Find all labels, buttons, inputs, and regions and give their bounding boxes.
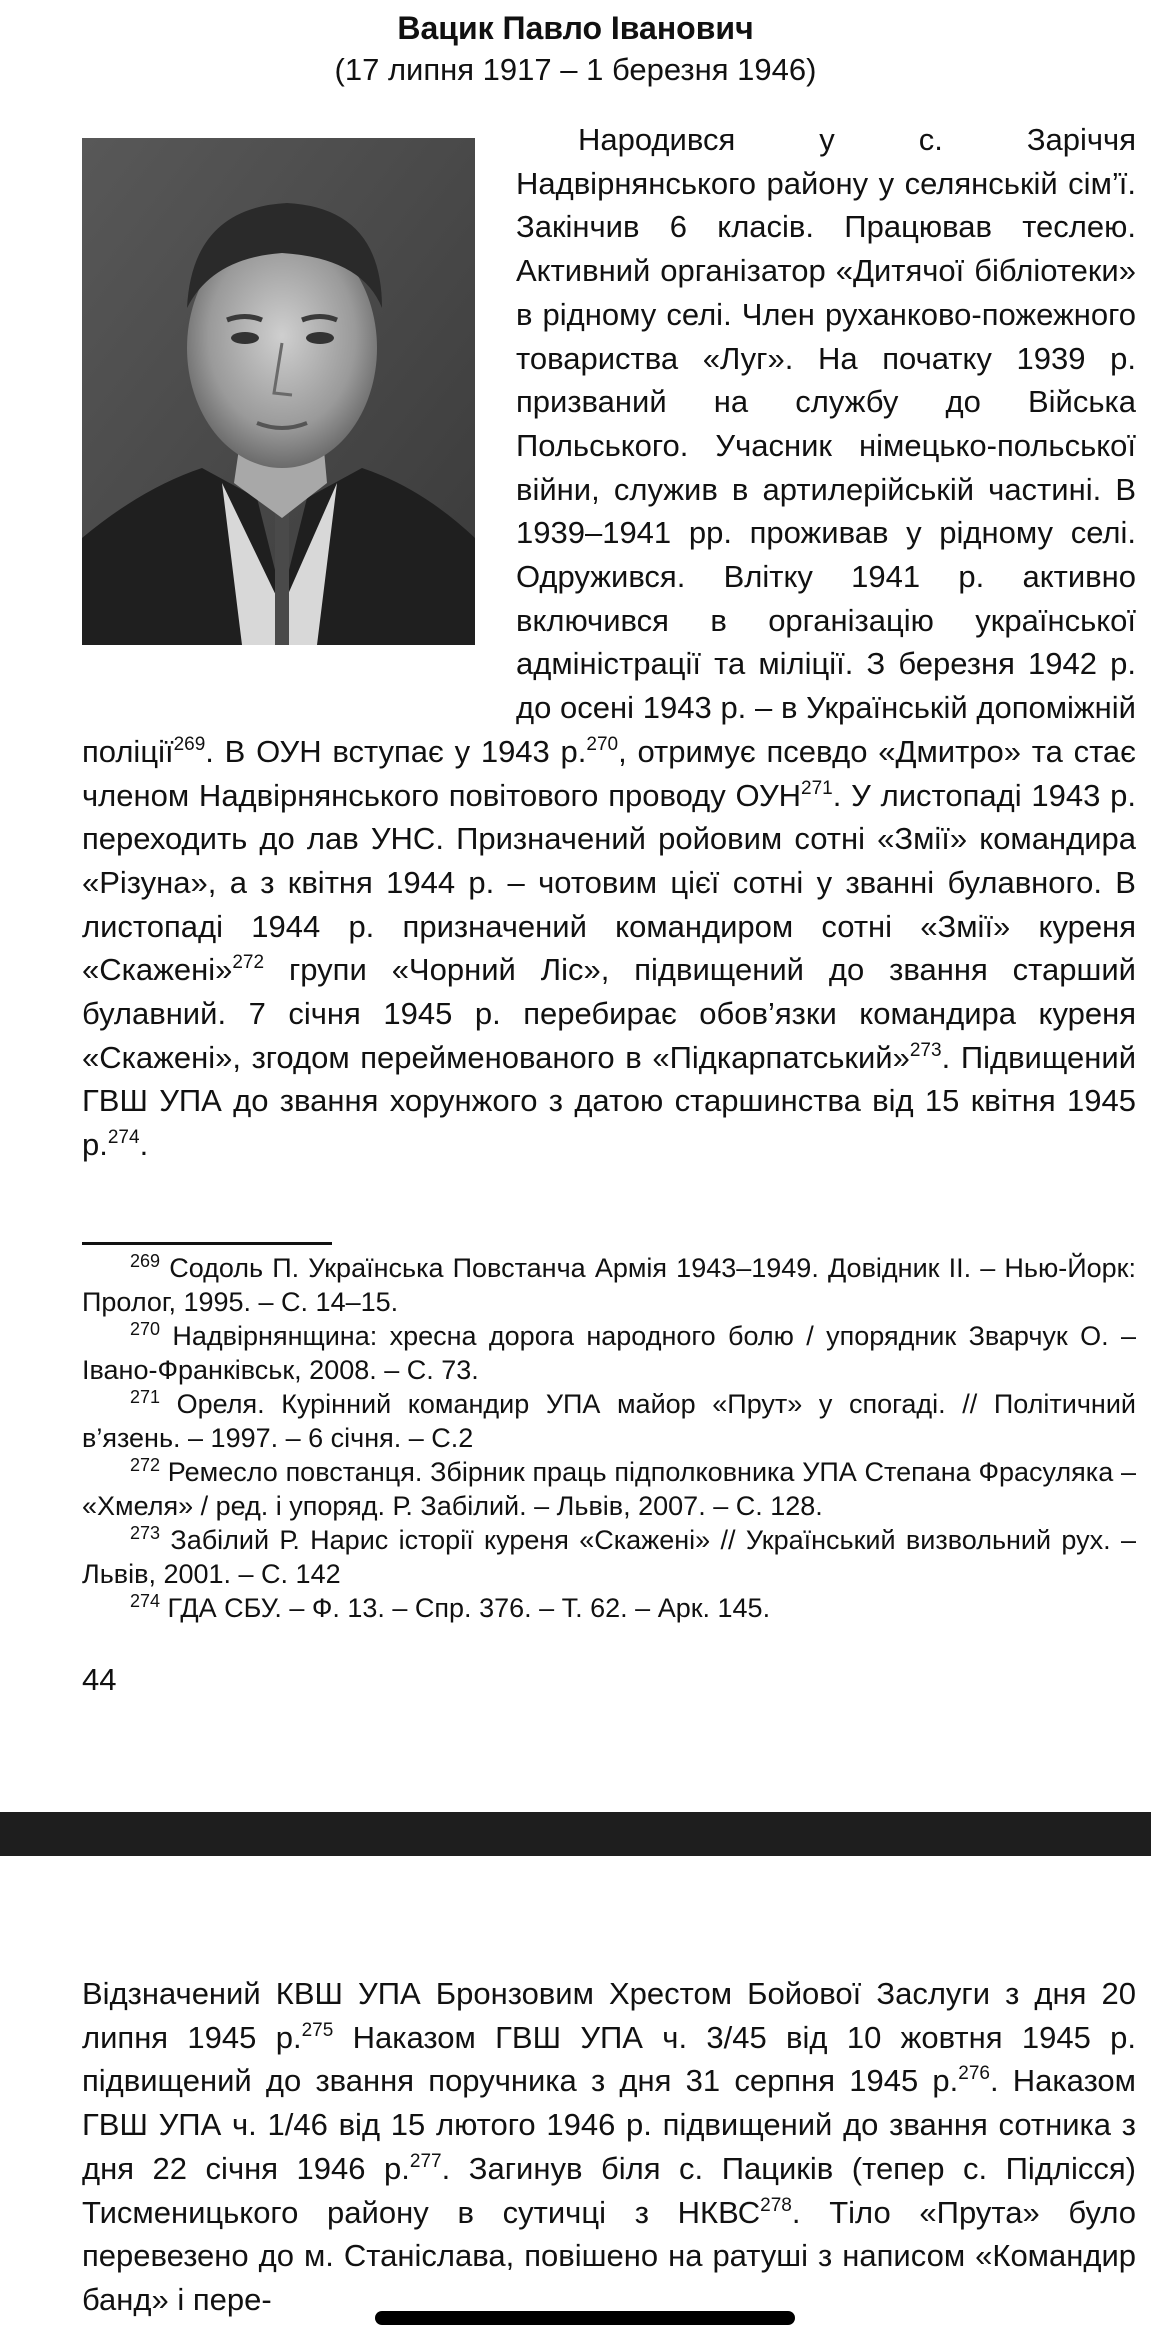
footnote-number: 272 <box>130 1455 161 1475</box>
home-indicator[interactable] <box>375 2311 795 2325</box>
text-run: . Підвищений ГВШ УПА до звання хорунжого з датою старшинства від 15 квітня 1945 р. <box>82 1039 1137 1163</box>
footnote-ref[interactable]: 272 <box>232 952 265 974</box>
footnote-text: Содоль П. Українська Повстанча Армія 1943–1949. Довідник ІІ. – Нью-Йорк: Пролог, 1995. – С. 14–15. <box>82 1253 1136 1317</box>
text-run: групи «Чорний Ліс», підвищений до звання старший булавний. 7 січня 1945 р. перебирає обов’язки командира куреня «Скажені», згодом перейменованого в «Підкарпатський» <box>82 952 1136 1075</box>
footnote-ref[interactable]: 270 <box>586 733 619 755</box>
text-run: . <box>139 1127 149 1163</box>
footnote-ref[interactable]: 274 <box>107 1127 140 1149</box>
footnote-text: ГДА СБУ. – Ф. 13. – Спр. 376. – Т. 62. – Арк. 145. <box>160 1593 771 1623</box>
footnote-number: 269 <box>130 1251 161 1271</box>
footnote-text: Надвірнянщина: хресна дорога народного болю / упорядник Зварчук О. – Івано-Франківськ, 2008. – С. 73. <box>82 1321 1136 1385</box>
footnote-ref[interactable]: 269 <box>173 733 206 755</box>
person-name-heading: Вацик Павло Іванович <box>397 10 754 46</box>
footnote-text: Забілий Р. Нарис історії куреня «Скажені» // Український визвольний рух. – Львів, 2001. – С. 142 <box>82 1525 1136 1589</box>
page-number: 44 <box>82 1662 117 1697</box>
text-run: Наказом ГВШ УПА ч. 3/45 від 10 жовтня 1945 р. підвищений до звання поручника з дня 31 серпня 1945 р. <box>82 2019 1136 2099</box>
footnote-ref[interactable]: 273 <box>909 1039 942 1061</box>
text-run: . В ОУН вступає у 1943 р. <box>205 733 587 769</box>
footnote-number: 274 <box>130 1591 161 1611</box>
text-run: , отримує псевдо «Дмитро» та стає членом Надвірнянського повітового проводу ОУН <box>82 733 1136 813</box>
biography-continuation <box>82 1972 1136 2322</box>
footnote-ref[interactable]: 276 <box>958 2063 990 2085</box>
text-run: Відзначений КВШ УПА Бронзовим Хрестом Бойової Заслуги з дня 20 липня 1945 р. <box>82 1976 1136 2055</box>
footnote-text: Ореля. Курінний командир УПА майор «Прут» у спогаді. // Політичний в’язень. – 1997. – 6 січня. – С.2 <box>82 1389 1136 1453</box>
text-run: Народився у с. Заріччя Надвірнянського району у селянській сім’ї. Закінчив 6 класів. Працював теслею. Активний організатор «Дитячої бібліотеки» в рідному селі. Член руханково-пожежного товариства «Луг». На початку 1939 р. призваний на службу до Війська Польського. Учасник німецько-польської війни, служив в артилерійській частині. В 1939–1941 рр. проживав у рідному селі. Одружився. Влітку 1941 р. активно включився в організацію української адміністрації та міліції. З березня 1942 р. до осені 1943 р. – в Українській допоміжній поліції <box>82 122 1136 769</box>
footnote-item <box>82 1387 1136 1455</box>
life-dates: (17 липня 1917 – 1 березня 1946) <box>334 52 817 87</box>
text-run: . У листопаді 1943 р. переходить до лав УНС. Призначений ройовим сотні «Змії» командира «Різуна», а з квітня 1944 р. – чотовим цієї сотні у званні булавного. В листопаді 1944 р. призначений командиром сотні «Змії» куреня «Скажені» <box>82 777 1136 988</box>
footnote-number: 271 <box>130 1387 161 1407</box>
footnote-ref[interactable]: 277 <box>409 2150 442 2172</box>
page-divider <box>0 1812 1151 1856</box>
biography-text <box>82 118 1136 1167</box>
footnote-ref[interactable]: 275 <box>301 2019 334 2041</box>
footnote-item <box>82 1319 1136 1387</box>
footnote-ref[interactable]: 278 <box>760 2194 792 2216</box>
footnote-item <box>82 1455 1136 1523</box>
footnote-item <box>82 1251 1136 1319</box>
book-page-45 <box>0 1856 1151 2322</box>
text-run: . Тіло «Прута» було перевезено до м. Станіслава, повішено на ратуші з написом «Командир банд» і пере- <box>82 2194 1136 2317</box>
footnote-item <box>82 1523 1136 1591</box>
footnote-text: Ремесло повстанця. Збірник праць підполковника УПА Степана Фрасуляка – «Хмеля» / ред. і упоряд. Р. Забілий. – Львів, 2007. – С. 128. <box>82 1457 1136 1521</box>
footnote-ref[interactable]: 271 <box>801 777 833 799</box>
footnotes <box>82 1251 1136 1625</box>
text-run: . Наказом ГВШ УПА ч. 1/46 від 15 лютого 1946 р. підвищений до звання сотника з дня 22 січня 1946 р. <box>82 2063 1136 2186</box>
footnote-item <box>82 1591 1136 1625</box>
footnote-number: 270 <box>130 1319 161 1339</box>
text-run: . Загинув біля с. Пациків (тепер с. Підлісся) Тисменицького району в сутичці з НКВС <box>82 2150 1136 2230</box>
footnote-separator <box>82 1242 332 1245</box>
footnote-number: 273 <box>130 1523 161 1543</box>
